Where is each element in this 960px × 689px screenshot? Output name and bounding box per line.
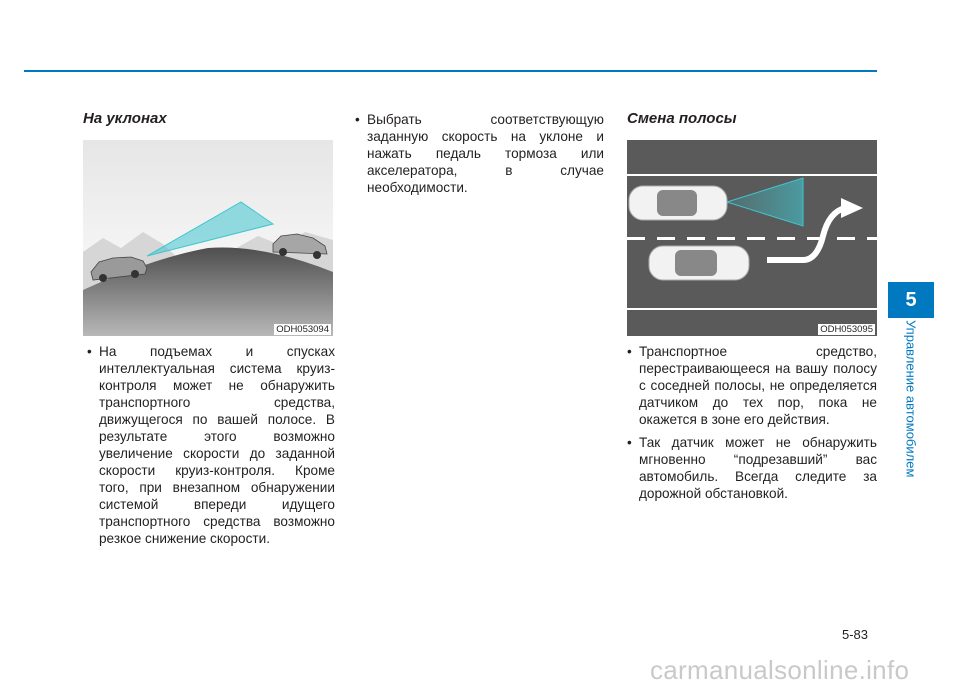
- bullet-list-speed-advice: [355, 111, 604, 202]
- top-divider-line: [24, 70, 877, 72]
- figure-lane-change-illustration: [627, 140, 877, 336]
- figure-slope-illustration: [83, 140, 333, 336]
- bullet-list-lane-change: [627, 343, 877, 508]
- bullet-marker: •: [355, 112, 360, 127]
- ego-car-topview: [629, 186, 727, 220]
- chapter-title-vertical: Управление автомобилем: [903, 320, 919, 478]
- figure-code-label: ODH053094: [276, 324, 329, 335]
- list-item: [627, 434, 877, 502]
- section-heading-slopes: На уклонах: [83, 110, 167, 127]
- list-item: [355, 111, 604, 196]
- list-item: [627, 343, 877, 428]
- page-number: 5-83: [842, 627, 869, 642]
- lane-change-scene-graphic: [627, 140, 877, 336]
- bullet-text: Выбрать соответствующую заданную скорость на уклоне и нажать педаль тормоза или акселератора, в случае необходимости.: [367, 112, 604, 195]
- bullet-marker: •: [627, 435, 632, 450]
- bullet-list-slopes: [87, 343, 335, 553]
- bullet-text: Так датчик может не обнаружить мгновенно “подрезавший” вас автомобиль. Всегда следите за дорожной обстановкой.: [639, 435, 877, 501]
- bullet-text: Транспортное средство, перестраивающееся на вашу полосу с соседней полосы, не определяется датчиком до тех пор, пока не окажется в зоне его действия.: [639, 344, 877, 427]
- bullet-marker: •: [627, 344, 632, 359]
- bullet-text: На подъемах и спусках интеллектуальная система круиз-контроля может не обнаружить транспортного средства, движущегося по вашей полосе. В результате этого возможно увеличение скорости до заданной скорости круиз-контроля. Кроме того, при внезапном обнаружении системой впереди идущего транспортного средства возможно резкое снижение скорости.: [99, 344, 335, 546]
- watermark-text: carmanualsonline.info: [650, 655, 910, 685]
- section-heading-lane-change: Смена полосы: [627, 110, 737, 127]
- merging-car-topview: [649, 246, 749, 280]
- bullet-marker: •: [87, 344, 92, 359]
- figure-code-label: ODH053095: [820, 324, 873, 335]
- chapter-number-tab: 5: [888, 282, 934, 318]
- slope-scene-graphic: [83, 140, 333, 336]
- chapter-title-strip: [888, 320, 934, 495]
- list-item: [87, 343, 335, 547]
